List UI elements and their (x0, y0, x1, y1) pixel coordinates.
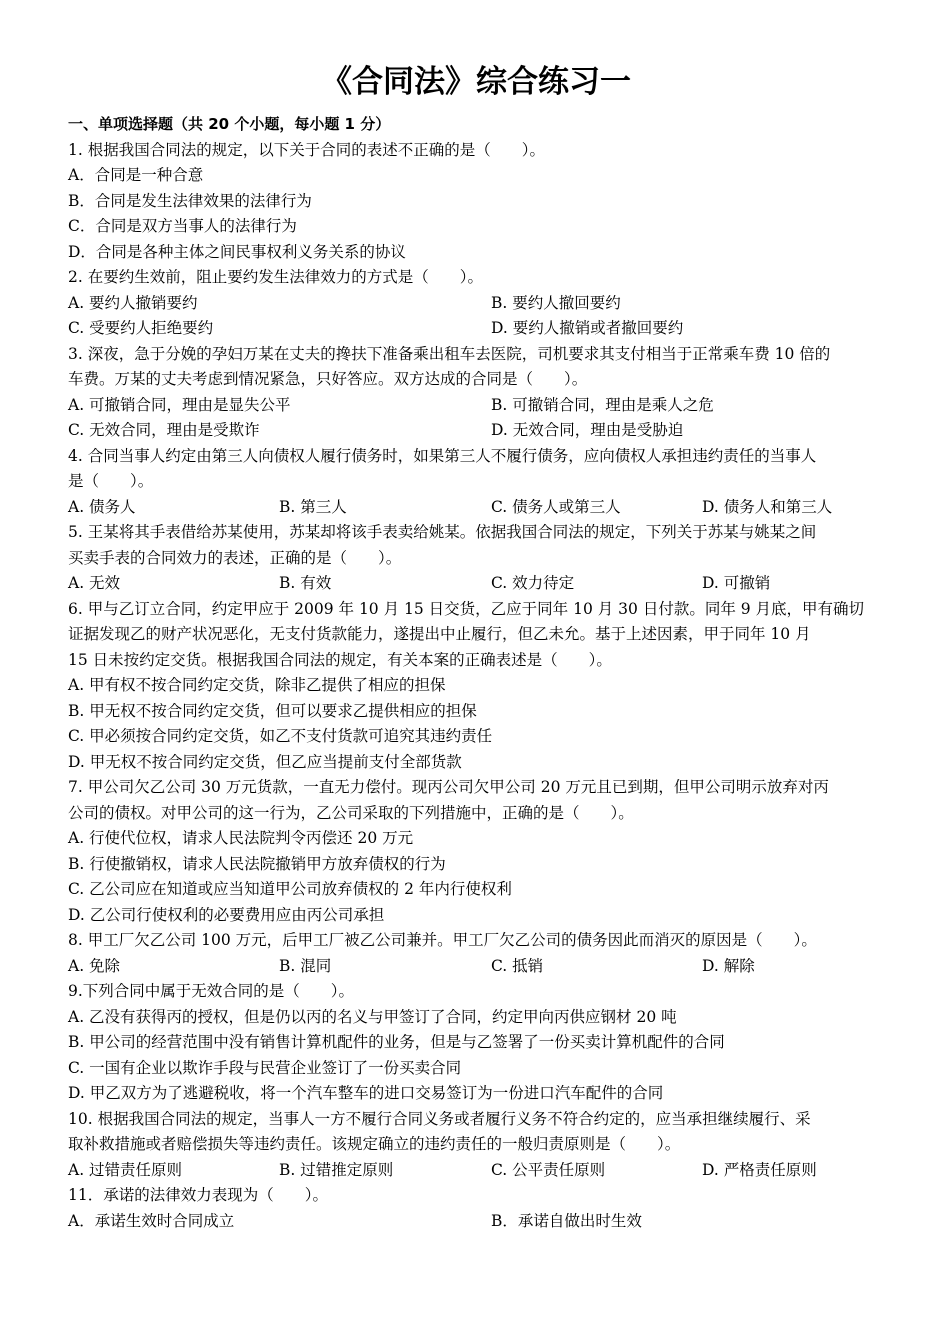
question-8-option-a: A. 免除 (68, 956, 121, 975)
question-8-option-c: C. 抵销 (491, 956, 544, 975)
question-7-option-b: B. 行使撤销权，请求人民法院撤销甲方放弃债权的行为 (68, 854, 446, 873)
question-10-options (68, 1158, 884, 1184)
question-5-options (68, 571, 884, 597)
question-8-options (68, 954, 884, 980)
question-8-stem: 8. 甲工厂欠乙公司 100 万元，后甲工厂被乙公司兼并。甲工厂欠乙公司的债务因此而消灭的原因是（ ）。 (68, 931, 817, 949)
question-11-option-b: B．承诺自做出时生效 (491, 1211, 642, 1230)
question-6-option-b: B. 甲无权不按合同约定交货，但可以要求乙提供相应的担保 (68, 701, 477, 720)
question-6-option-c: C. 甲必须按合同约定交货，如乙不支付货款可追究其违约责任 (68, 727, 493, 745)
question-1-option-d: D．合同是各种主体之间民事权利义务关系的协议 (68, 242, 406, 261)
question-5-stem-line-2: 买卖手表的合同效力的表述，正确的是（ ）。 (68, 548, 402, 567)
question-4-option-c: C. 债务人或第三人 (491, 497, 621, 516)
question-6-stem-line-2: 证据发现乙的财产状况恶化，无支付货款能力，遂提出中止履行，但乙未允。基于上述因素，甲于同年 10 月 (68, 625, 811, 643)
question-11-stem: 11．承诺的法律效力表现为（ ）。 (68, 1186, 328, 1204)
question-6-stem-line-3: 15 日未按约定交货。根据我国合同法的规定，有关本案的正确表述是（ ）。 (68, 650, 612, 669)
question-4-options (68, 495, 884, 521)
question-3-option-c: C. 无效合同，理由是受欺诈 (68, 421, 260, 439)
question-2-option-d: D. 要约人撤销或者撤回要约 (491, 319, 684, 337)
question-3-option-b: B. 可撤销合同，理由是乘人之危 (491, 395, 714, 414)
page-title: 《合同法》综合练习一 (321, 64, 631, 100)
question-1-stem: 1. 根据我国合同法的规定，以下关于合同的表述不正确的是（ ）。 (68, 140, 545, 159)
question-9-option-c: C. 一国有企业以欺诈手段与民营企业签订了一份买卖合同 (68, 1058, 462, 1077)
question-9-option-b: B. 甲公司的经营范围中没有销售计算机配件的业务，但是与乙签署了一份买卖计算机配件的合同 (68, 1033, 725, 1051)
question-10-option-c: C. 公平责任原则 (491, 1160, 606, 1179)
question-5-option-c: C. 效力待定 (491, 574, 575, 592)
question-6-stem-line-1: 6. 甲与乙订立合同，约定甲应于 2009 年 10 月 15 日交货，乙应于同年 10 月 30 日付款。同年 9 月底，甲有确切 (68, 599, 865, 618)
question-5-option-b: B. 有效 (279, 574, 332, 592)
question-4-stem-line-1: 4. 合同当事人约定由第三人向债权人履行债务时，如果第三人不履行债务，应向债权人承担违约责任的当事人 (68, 446, 817, 465)
question-3-option-a: A. 可撤销合同，理由是显失公平 (68, 395, 291, 414)
question-3-options (68, 393, 884, 444)
question-2-options (68, 291, 884, 342)
question-11-option-a: A．承诺生效时合同成立 (68, 1211, 235, 1230)
question-7-stem-line-2: 公司的债权。对甲公司的这一行为，乙公司采取的下列措施中，正确的是（ ）。 (68, 803, 634, 822)
question-8-option-b: B. 混同 (279, 956, 332, 975)
question-10-option-d: D. 严格责任原则 (702, 1160, 817, 1179)
question-3-stem-line-2: 车费。万某的丈夫考虑到情况紧急，只好答应。双方达成的合同是（ ）。 (68, 370, 588, 388)
question-6-option-a: A. 甲有权不按合同约定交货，除非乙提供了相应的担保 (68, 676, 446, 694)
question-6-option-d: D. 甲无权不按合同约定交货，但乙应当提前支付全部货款 (68, 752, 462, 771)
question-2-stem: 2. 在要约生效前，阻止要约发生法律效力的方式是（ ）。 (68, 268, 483, 286)
question-7-option-a: A. 行使代位权，请求人民法院判令丙偿还 20 万元 (68, 829, 414, 847)
question-1-option-b: B．合同是发生法律效果的法律行为 (68, 191, 312, 210)
question-4-stem-line-2: 是（ ）。 (68, 472, 154, 490)
question-5-option-d: D. 可撤销 (702, 574, 771, 592)
question-9-option-a: A. 乙没有获得丙的授权，但是仍以丙的名义与甲签订了合同，约定甲向丙供应钢材 20 吨 (68, 1007, 677, 1026)
question-2-option-a: A. 要约人撤销要约 (68, 293, 198, 312)
question-4-option-b: B. 第三人 (279, 497, 347, 516)
question-3-option-d: D. 无效合同，理由是受胁迫 (491, 421, 684, 439)
question-10-option-a: A. 过错责任原则 (68, 1160, 183, 1179)
question-7-option-d: D. 乙公司行使权利的必要费用应由丙公司承担 (68, 905, 385, 924)
question-7-stem-line-1: 7. 甲公司欠乙公司 30 万元货款，一直无力偿付。现丙公司欠甲公司 20 万元且已到期，但甲公司明示放弃对丙 (68, 778, 829, 796)
question-3-stem-line-1: 3. 深夜，急于分娩的孕妇万某在丈夫的搀扶下准备乘出租车去医院，司机要求其支付相当于正常乘车费 10 倍的 (68, 344, 831, 363)
question-9-option-d: D. 甲乙双方为了逃避税收，将一个汽车整车的进口交易签订为一份进口汽车配件的合同 (68, 1084, 664, 1102)
question-2-option-b: B. 要约人撤回要约 (491, 293, 621, 312)
question-1-option-c: C．合同是双方当事人的法律行为 (68, 217, 297, 235)
question-4-option-d: D. 债务人和第三人 (702, 497, 833, 516)
question-9-stem: 9.下列合同中属于无效合同的是（ ）。 (68, 982, 355, 1000)
question-10-stem-line-2: 取补救措施或者赔偿损失等违约责任。该规定确立的违约责任的一般归责原则是（ ）。 (68, 1135, 681, 1153)
question-11-options (68, 1209, 884, 1235)
question-8-option-d: D. 解除 (702, 956, 755, 975)
question-4-option-a: A. 债务人 (68, 497, 136, 516)
question-5-stem-line-1: 5. 王某将其手表借给苏某使用，苏某却将该手表卖给姚某。依据我国合同法的规定，下列关于苏某与姚某之间 (68, 523, 817, 541)
question-10-stem-line-1: 10. 根据我国合同法的规定，当事人一方不履行合同义务或者履行义务不符合约定的，应当承担继续履行、采 (68, 1109, 811, 1128)
question-10-option-b: B. 过错推定原则 (279, 1160, 394, 1179)
question-1-option-a: A．合同是一种合意 (68, 166, 204, 184)
question-7-option-c: C. 乙公司应在知道或应当知道甲公司放弃债权的 2 年内行使权利 (68, 880, 512, 898)
question-5-option-a: A. 无效 (68, 574, 121, 592)
question-2-option-c: C. 受要约人拒绝要约 (68, 319, 214, 337)
section-heading: 一、单项选择题（共 20 个小题，每小题 1 分） (68, 115, 391, 133)
